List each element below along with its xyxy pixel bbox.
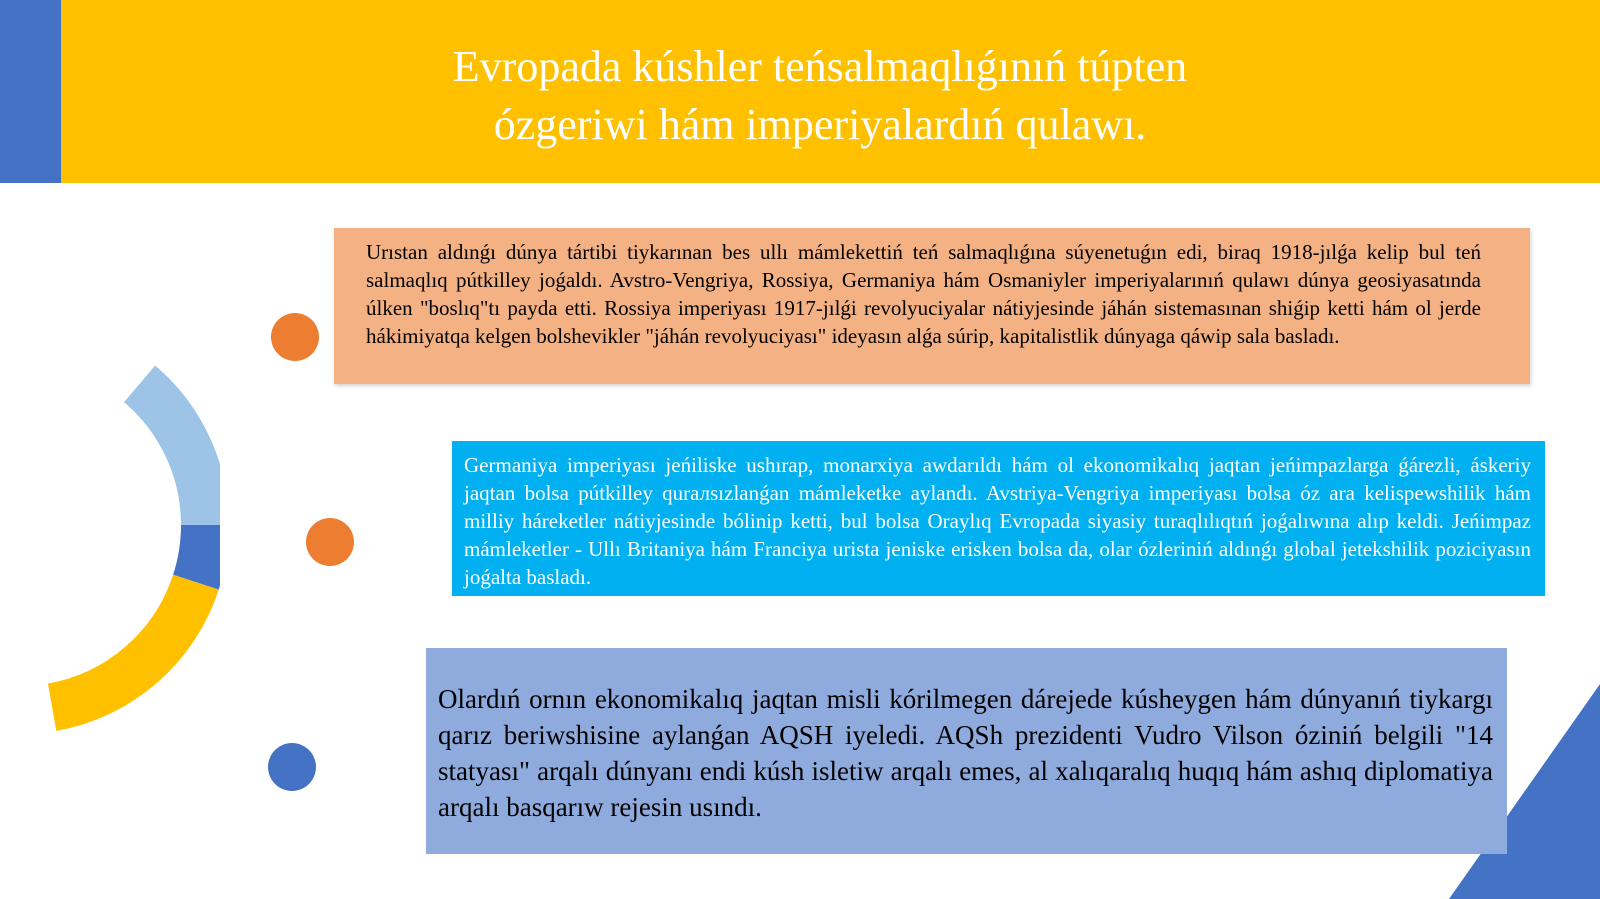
text-box-cyan <box>452 441 1545 596</box>
decorative-ring <box>0 315 220 735</box>
text-box-periwinkle <box>426 648 1507 854</box>
title-accent-bar <box>0 0 61 183</box>
paragraph-2: Germaniya imperiyası jeńiliske ushırap, monarxiya awdarıldı hám ol ekonomikalıq jaqtan jeńimpazlarga ǵárezli, áskeriy jaqtan bolsa pútkilley qurалsızlanǵan mámleketke aylandı. Avstriya-Vengriya imperiyası bolsa óz ara kelispewshilik hám milliy háreketler nátiyjesinde bólinip ketti, bul bolsa Oraylıq Evropada siyasiy turaqlılıqtıń joǵalıwına alıp keldi. Jeńimpaz mámleketler - Ullı Britaniya hám Franciya urista jeniske erisken bolsa da, olar ózleriniń aldınǵı global jetekshilik poziciyasın joǵalta basladı. <box>464 453 1531 589</box>
paragraph-3: Olardıń ornın ekonomikalıq jaqtan misli kórilmegen dárejede kúsheygen hám dúnyanıń tiykargı qarız beriwshisine aylanǵan AQSH iyeledi. AQSh prezidenti Vudro Vilson óziniń belgili "14 statyası" arqalı dúnyanı endi kúsh isletiw arqalı emes, al xalıqaralıq huqıq hám ashıq diplomatiya arqalı basqarıw rejesin usındı. <box>438 684 1493 822</box>
text-box-peach <box>334 228 1530 384</box>
bullet-dot-orange-1 <box>271 313 319 361</box>
bullet-dot-blue <box>268 743 316 791</box>
slide-title: Evropada kúshler teńsalmaqlıǵınıń túpten ózgeriwi hám imperiyalardıń qulawı. <box>452 42 1188 149</box>
paragraph-1: Urıstan aldınǵı dúnya tártibi tiykarınan bes ullı mámlekettiń teń salmaqlıǵına súyenetuǵın edi, biraq 1918-jılǵa kelip bul teń salmaqlıq pútkilley joǵaldı. Avstro-Vengriya, Rossiya, Germaniya hám Osmaniyler imperiyalarınıń qulawı dúnya geosiyasatında úlken "boslıq"tı payda etti. Rossiya imperiyası 1917-jılǵi revolyuciyalar nátiyjesinde jáhán sistemasınan shiǵip ketti hám ol jerde hákimiyatqa kelgen bolshevikler "jáhán revolyuciyası" ideyasın alǵa súrip, kapitalistlik dúnyaga qáwip sala basladı. <box>366 240 1481 348</box>
bullet-dot-orange-2 <box>306 518 354 566</box>
